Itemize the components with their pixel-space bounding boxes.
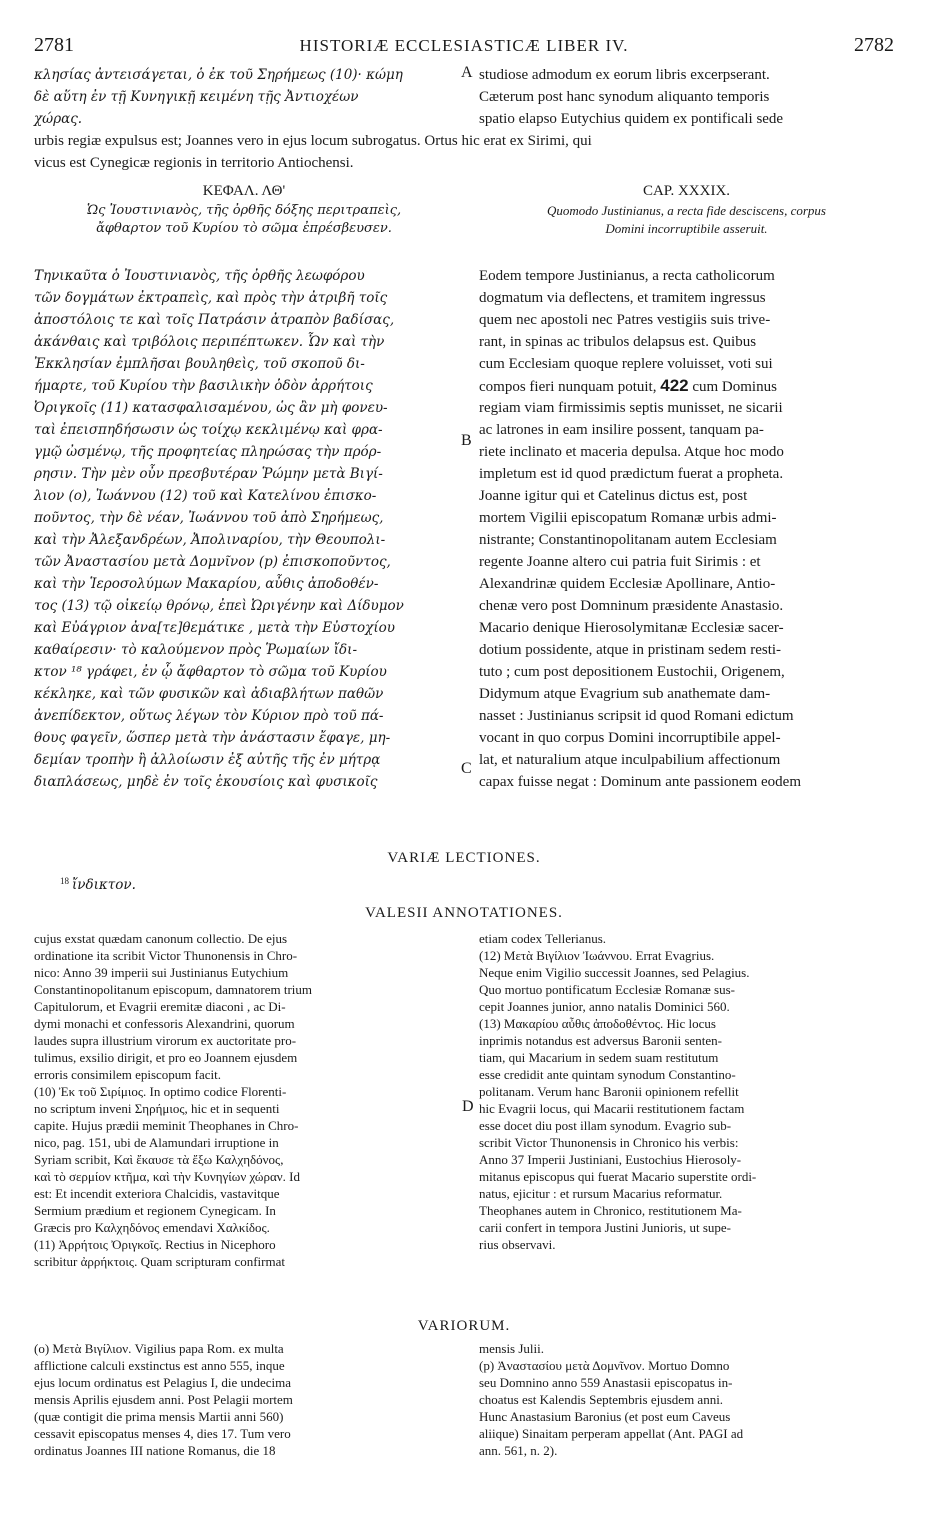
latin-line: nasset : Justinianus scripsit id quod Romani edictum xyxy=(479,708,794,724)
latin-line: tuto ; cum post depositionem Eustochii, Origenem, xyxy=(479,664,785,680)
greek-line: ἀνεπίδεκτον, οὕτως λέγων τὸν Κύριον πρὸ τοῦ πά- xyxy=(34,708,384,724)
annotation-line: Theophanes autem in Chronico, restitutionem Ma- xyxy=(479,1203,742,1218)
variant-note-number: 18 xyxy=(60,876,69,886)
greek-line: ρησιν. Τὴν μὲν οὖν πρεσβυτέραν Ῥώμην μετὰ Βιγί- xyxy=(34,466,383,482)
latin-line: regente Joanne altero cui patria fuit Sirimis : et xyxy=(479,554,761,570)
latin-chapter-title: CAP. XXXIX. xyxy=(642,183,731,199)
annotation-line: no scriptum inveni Σηρήμιος, hic et in sequenti xyxy=(34,1101,280,1116)
annotation-line: (p) Ἀναστασίου μετὰ Δομνῖνον. Mortuo Domno xyxy=(479,1358,730,1373)
latin-line: regiam viam firmissimis septis munisset, ne sicarii xyxy=(479,400,783,416)
variorum-right-column xyxy=(479,1340,894,1459)
annotation-line: mitanus episcopus qui fuerat Macario superstite ordi- xyxy=(479,1169,757,1184)
latin-line: Alexandrinæ quidem Ecclesiæ Apollinare, Antio- xyxy=(479,576,776,592)
latin-line: vocant in quo corpus Domini incorruptibile appel- xyxy=(479,730,781,746)
greek-line: θους φαγεῖν, ὥσπερ μετὰ τὴν ἀνάστασιν ἔφαγε, μη- xyxy=(34,730,391,746)
greek-line: κτον ¹⁸ γράφει, ἐν ᾧ ἄφθαρτον τὸ σῶμα τοῦ Κυρίου xyxy=(34,664,387,680)
running-title: HISTORIÆ ECCLESIASTICÆ LIBER IV. xyxy=(299,36,629,55)
annotation-line: inprimis notandus est adversus Baronii senten- xyxy=(479,1033,722,1048)
annotation-line: politanam. Verum hanc Baronii opinionem refellit xyxy=(479,1084,739,1099)
annotation-line: etiam codex Tellerianus. xyxy=(479,931,606,946)
greek-line: καθαίρεσιν· τὸ καλούμενον πρὸς Ῥωμαίων ἴδι- xyxy=(34,642,358,658)
full-width-text xyxy=(34,130,894,174)
greek-line: καὶ τὴν Ἀλεξανδρέων, Ἀπολιναρίου, τὴν Θεουπολι- xyxy=(34,532,386,548)
greek-line: δεμίαν τροπὴν ἢ ἀλλοίωσιν ἐξ αὐτῆς τῆς ἐν μήτρᾳ xyxy=(34,752,381,768)
annotation-line: Capitulorum, et Evagrii eremitæ diaconi , ac Di- xyxy=(34,999,286,1014)
valesii-right-column xyxy=(479,930,894,1253)
annotation-line: (o) Μετὰ Βιγίλιον. Vigilius papa Rom. ex multa xyxy=(34,1341,284,1356)
annotation-line: nico, pag. 151, ubi de Alamundari irruptione in xyxy=(34,1135,279,1150)
annotation-line: ejus locum ordinatus est Pelagius I, die undecima xyxy=(34,1375,292,1390)
greek-line: τῶν Ἀναστασίου μετὰ Δομνῖνον (p) ἐπισκοποῦντος, xyxy=(34,554,391,570)
variorum-left-column xyxy=(34,1340,454,1459)
latin-body-column xyxy=(479,265,894,793)
annotation-line: Neque enim Vigilio successit Joannes, sed Pelagius. xyxy=(479,965,750,980)
variant-note xyxy=(60,876,136,893)
latin-line-text: cum Dominus xyxy=(692,379,777,395)
variant-note-text: ἴνδικτον. xyxy=(72,877,136,893)
greek-chapter-subtitle: Ὡς Ἰουστινιανὸς, τῆς ὀρθῆς δόξης περιτραπεὶς, xyxy=(86,203,402,218)
greek-chapter-subtitle: ἄφθαρτον τοῦ Κυρίου τὸ σῶμα ἐπρέσβευσεν. xyxy=(96,221,392,236)
annotation-line: laudes supra illustrium virorum ex auctoritate pro- xyxy=(34,1033,297,1048)
annotation-line: seu Domnino anno 559 Anastasii episcopatus in- xyxy=(479,1375,733,1390)
latin-line: dogmatum via deflectens, et tramitem ingressus xyxy=(479,290,766,306)
latin-line: capax fuisse negat : Dominum ante passionem eodem xyxy=(479,774,801,790)
margin-marker-d: D xyxy=(462,1098,474,1115)
annotation-line: tiam, qui Macarium in sedem suam restitutum xyxy=(479,1050,719,1065)
annotation-line: (10) Ἐκ τοῦ Σιρίμιος. In optimo codice Florenti- xyxy=(34,1084,287,1099)
latin-line: Macario denique Hierosolymitanæ Ecclesiæ sacer- xyxy=(479,620,784,636)
latin-line: cum Ecclesiam quoque replere voluisset, voti sui xyxy=(479,356,773,372)
annotation-line: dymi monachi et confessoris Alexandrini, quorum xyxy=(34,1016,295,1031)
margin-marker-c: C xyxy=(461,760,472,777)
annotation-line: (13) Μακαρίου αὖθις ἀποδοθέντος. Hic locus xyxy=(479,1016,716,1031)
annotation-line: (quæ contigit die prima mensis Martii anni 560) xyxy=(34,1409,284,1424)
latin-line: chenæ vero post Domninum præsidente Anastasio. xyxy=(479,598,784,614)
latin-chapter-heading xyxy=(479,180,894,238)
annotation-line: esse docet diu post illam synodum. Evagrio sub- xyxy=(479,1118,732,1133)
page-number-left: 2781 xyxy=(34,34,74,56)
annotation-line: cepit Joannes junior, anno natalis Dominici 560. xyxy=(479,999,730,1014)
annotation-line: cujus exstat quædam canonum collectio. De ejus xyxy=(34,931,288,946)
annotation-line: esse credidit ante quintam synodum Constantino- xyxy=(479,1067,736,1082)
annotation-line: hic Evagrii locus, qui Macarii restitutionem factam xyxy=(479,1101,745,1116)
latin-chapter-subtitle: Domini incorruptibile asseruit. xyxy=(605,221,768,236)
greek-line: λιον (o), Ἰωάννου (12) τοῦ καὶ Κατελίνου ἐπισκο- xyxy=(34,488,377,504)
annotation-line: est: Et incendit exteriora Chalcidis, vastavitque xyxy=(34,1186,280,1201)
annotation-line: rius observavi. xyxy=(479,1237,556,1252)
column-number: 422 xyxy=(660,376,689,395)
running-header xyxy=(34,34,894,60)
variae-lectiones-heading: VARIÆ LECTIONES. xyxy=(387,850,541,866)
latin-line: vicus est Cynegicæ regionis in territorio Antiochensi. xyxy=(34,155,354,171)
annotation-line: Hunc Anastasium Baronius (et post eum Caveus xyxy=(479,1409,731,1424)
annotation-line: scribitur ἀρρήκτοις. Quam scripturam confirmat xyxy=(34,1254,285,1269)
annotation-line: erroris consimilem episcopum facit. xyxy=(34,1067,222,1082)
latin-line: dotium possidente, atque in pristinam sedem resti- xyxy=(479,642,782,658)
latin-line: Joanne igitur qui et Catelinus dictus est, post xyxy=(479,488,748,504)
annotation-line: afflictione calculi exstinctus est anno 555, inque xyxy=(34,1358,285,1373)
annotation-line: ordinatione ita scribit Victor Thunonensis in Chro- xyxy=(34,948,298,963)
page-number-right: 2782 xyxy=(854,34,894,56)
greek-line: τος (13) τῷ οἰκείῳ θρόνῳ, ἐπεὶ Ὠριγένην καὶ Δίδυμον xyxy=(34,598,404,614)
annotation-line: capite. Hujus prædii meminit Theophanes in Chro- xyxy=(34,1118,299,1133)
annotation-line: (12) Μετὰ Βιγίλιον Ἰωάννου. Errat Evagrius. xyxy=(479,948,715,963)
annotation-line: Anno 37 Imperii Justiniani, Eustochius Hierosoly- xyxy=(479,1152,742,1167)
greek-line: κλησίας ἀντεισάγεται, ὁ ἐκ τοῦ Σηρήμεως (10)· κώμη xyxy=(34,67,403,83)
latin-line: urbis regiæ expulsus est; Joannes vero in ejus locum subrogatus. Ortus hic erat ex Sirimi, qui xyxy=(34,133,592,149)
latin-line xyxy=(479,375,894,397)
greek-line: καὶ Εὐάγριον ἀνα[τε]θεμάτικε , μετὰ τὴν Εὐστοχίου xyxy=(34,620,395,636)
latin-line: spatio elapso Eutychius quidem ex pontificali sede xyxy=(479,111,784,127)
annotation-line: tulimus, exsilio dirigit, et pro eo Joannem ejusdem xyxy=(34,1050,298,1065)
greek-line: ἀποστόλοις τε καὶ τοῖς Πατράσιν ἀτραπὸν βαδίσας, xyxy=(34,312,395,328)
latin-line: Eodem tempore Justinianus, a recta catholicorum xyxy=(479,268,775,284)
variorum-heading: VARIORUM. xyxy=(417,1318,511,1334)
annotation-line: καὶ τὸ σερμίον κτῆμα, καὶ τὴν Κυνηγίων χώραν. Id xyxy=(34,1169,300,1184)
annotation-line: Syriam scribit, Καὶ ἔκαυσε τὰ ἔξω Καλχηδόνος, xyxy=(34,1152,284,1167)
annotation-line: ordinatus Joannes III natione Romanus, die 18 xyxy=(34,1443,276,1458)
greek-line: Ὀριγκοῖς (11) κατασφαλισαμένου, ὡς ἂν μὴ φονευ- xyxy=(34,400,388,416)
latin-line: Didymum atque Evagrium sub anathemate dam- xyxy=(479,686,771,702)
annotation-line: nico: Anno 39 imperii sui Justinianus Eutychium xyxy=(34,965,289,980)
annotation-line: Constantinopolitanum episcopum, damnatorem trium xyxy=(34,982,313,997)
annotation-line: mensis Aprilis ejusdem anni. Post Pelagii mortem xyxy=(34,1392,293,1407)
annotation-line: ann. 561, n. 2). xyxy=(479,1443,558,1458)
greek-chapter-heading xyxy=(34,180,454,238)
latin-line: ac latrones in eam insilire possent, tanquam pa- xyxy=(479,422,764,438)
annotation-line: cessavit episcopatus menses 4, dies 17. Tum vero xyxy=(34,1426,291,1441)
annotation-line: mensis Julii. xyxy=(479,1341,545,1356)
greek-chapter-title: ΚΕΦΑΛ. ΛΘ' xyxy=(202,183,286,199)
annotation-line: Sermium prædium et regionem Cynegicam. In xyxy=(34,1203,276,1218)
annotation-line: Quo mortuo pontificatum Ecclesiæ Romanæ sus- xyxy=(479,982,735,997)
valesii-left-column xyxy=(34,930,454,1270)
latin-line: lat, et naturalium atque inculpabilium affectionum xyxy=(479,752,781,768)
latin-line: rant, in spinas ac tribulos delapsus est. Quibus xyxy=(479,334,757,350)
margin-marker-b: B xyxy=(461,432,472,449)
margin-marker-a: A xyxy=(461,64,473,81)
top-greek-column xyxy=(34,64,454,130)
latin-chapter-subtitle: Quomodo Justinianus, a recta fide desciscens, corpus xyxy=(547,203,826,218)
latin-line: Cæterum post hanc synodum aliquanto temporis xyxy=(479,89,770,105)
annotation-line: choatus est Kalendis Septembris ejusdem anni. xyxy=(479,1392,724,1407)
greek-line: τῶν δογμάτων ἐκτραπεὶς, καὶ πρὸς τὴν ἀτριβῆ τοῖς xyxy=(34,290,388,306)
latin-line: mortem Vigilii episcopatum Romanæ urbis admi- xyxy=(479,510,777,526)
greek-line: καὶ τὴν Ἱεροσολύμων Μακαρίου, αὖθις ἀποδοθέν- xyxy=(34,576,379,592)
annotation-line: scribit Victor Thunonensis in Chronico his verbis: xyxy=(479,1135,739,1150)
greek-line: δὲ αὕτη ἐν τῇ Κυνηγικῇ κειμένη τῇς Ἀντιοχέων xyxy=(34,89,359,105)
annotation-line: carii confert in tempora Justini Junioris, ut supe- xyxy=(479,1220,732,1235)
latin-line-text: compos fieri nunquam potuit, xyxy=(479,379,657,395)
latin-line: quem nec apostoli nec Patres vestigiis suis trive- xyxy=(479,312,771,328)
greek-line: ήμαρτε, τοῦ Κυρίου τὴν βασιλικὴν ὁδὸν ἀρρήτοις xyxy=(34,378,373,394)
greek-line: Τηνικαῦτα ὁ Ἰουστινιανὸς, τῆς ὀρθῆς λεωφόρου xyxy=(34,268,365,284)
valesii-heading: VALESII ANNOTATIONES. xyxy=(365,905,563,921)
greek-line: ποῦντος, τὴν δὲ νέαν, Ἰωάννου τοῦ ἀπὸ Σηρήμεως, xyxy=(34,510,384,526)
greek-line: διαπλάσεως, μηδὲ ἐν τοῖς ἑκουσίοις καὶ φυσικοῖς xyxy=(34,774,378,790)
annotation-line: (11) Ἀρρήτοις Ὀριγκοῖς. Rectius in Nicephoro xyxy=(34,1237,276,1252)
top-latin-column xyxy=(479,64,894,130)
latin-line: nistrante; Constantinopolitanam autem Ecclesiam xyxy=(479,532,777,548)
greek-line: χώρας. xyxy=(34,111,83,127)
annotation-line: Græcis pro Καλχηδόνος emendavi Χαλκίδος. xyxy=(34,1220,270,1235)
greek-line: Ἐκκλησίαν ἐμπλῆσαι βουληθεὶς, τοῦ σκοποῦ δι- xyxy=(34,356,365,372)
greek-line: ἀκάνθαις καὶ τριβόλοις περιπέπτωκεν. Ὧν καὶ τὴν xyxy=(34,334,385,350)
annotation-line: natus, ejicitur : et rursum Macarius reformatur. xyxy=(479,1186,723,1201)
annotation-line: aliique) Sinaitam perperam appellat (Ant. PAGI ad xyxy=(479,1426,744,1441)
greek-line: κέκληκε, καὶ τῶν φυσικῶν καὶ ἀδιαβλήτων παθῶν xyxy=(34,686,384,702)
greek-body-column xyxy=(34,265,454,793)
greek-line: ταὶ ἐπεισπηδήσωσιν ὡς τοίχῳ κεκλιμένῳ καὶ φρα- xyxy=(34,422,383,438)
latin-line: riete inclinato et maceria depulsa. Atque hoc modo xyxy=(479,444,784,460)
latin-line: studiose admodum ex eorum libris excerpserant. xyxy=(479,67,770,83)
greek-line: γμῷ ὠσμένῳ, τῆς προφητείας πληρώσας τὴν πρόρ- xyxy=(34,444,382,460)
latin-line: impletum est id quod prædictum fuerat a propheta. xyxy=(479,466,784,482)
